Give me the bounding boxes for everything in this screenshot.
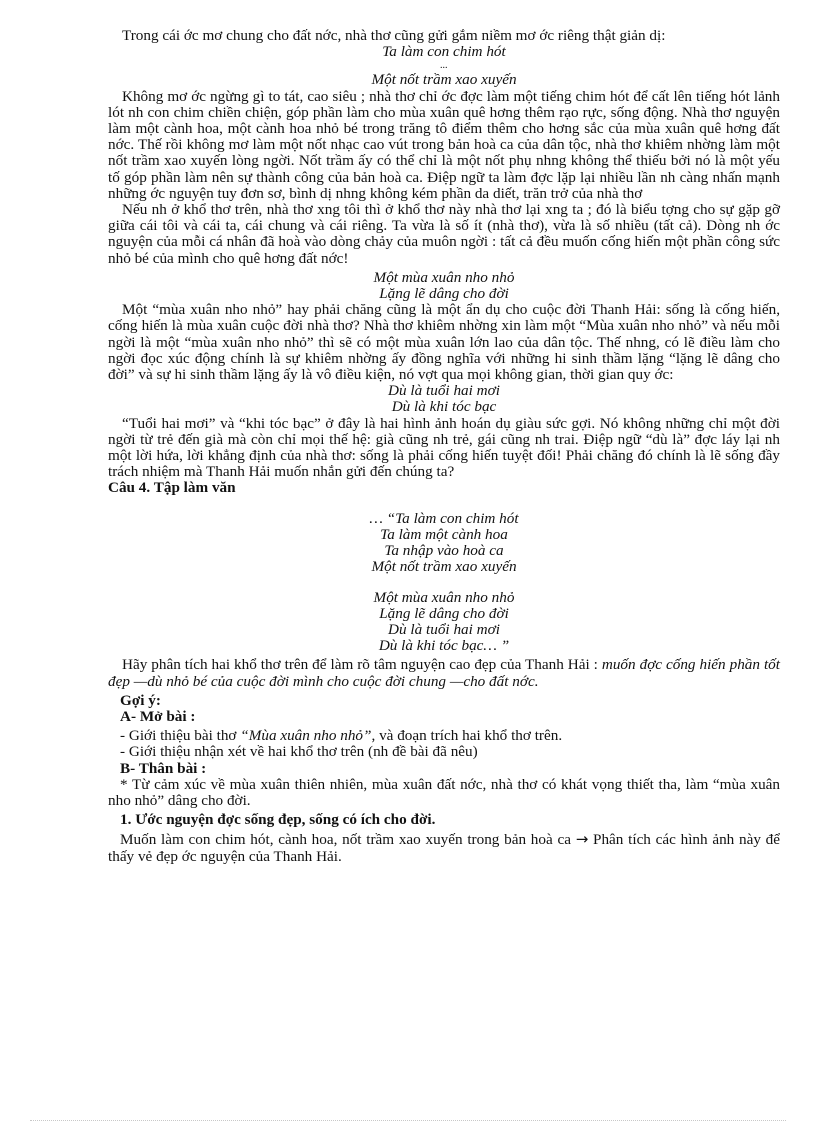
intro-item: - Giới thiệu nhận xét về hai khổ thơ trên (nh đề bài đã nêu) [120,743,478,761]
paragraph-analysis-4: “Tuổi hai mơi” và “khi tóc bạc” ở đây là hai hình ảnh hoán dụ giàu sức gợi. Nó không những chỉ một đời ngời từ trẻ đến già mà còn chỉ mọi thế hệ: già cũng nh trẻ, gái cũng nh trai. Điệp ngữ “dù là” đợc láy lại nh một lời hứa, lời khẳng định của nhà thơ: sống là phải cống hiến tuyệt đối! Phải chăng đó chính là lẽ sống đầy trách nhiệm mà Thanh Hải muốn nhắn gửi đến chúng ta? [108,414,780,481]
poem-ellipsis: ... [440,60,448,72]
assignment-prompt [108,657,780,689]
poem-line: Một mùa xuân nho nhỏ [373,268,515,286]
poem-line: Lặng lẽ dâng cho đời [379,604,509,622]
subsection-heading: 1. Ước nguyện đợc sống đẹp, sống có ích cho đời. [120,811,436,829]
section-heading: Câu 4. Tập làm văn [108,479,236,497]
assignment-quote: muốn đợc cống hiến phần tốt đẹp —dù nhỏ bé của cuộc đời mình cho cuộc đời chung —cho đất nớc. [108,656,780,690]
body-point: * Từ cảm xúc về mùa xuân thiên nhiên, mùa xuân đất nớc, nhà thơ có khát vọng thiết tha, làm “mùa xuân nho nhỏ” dâng cho đời. [108,775,780,809]
poem-line: Ta làm con chim hót [382,43,506,61]
poem-line: Ta làm một cành hoa [380,525,508,543]
poem-line: Một nốt trầm xao xuyến [371,558,517,576]
poem-line: … “Ta làm con chim hót [369,509,519,527]
intro-heading: A- Mở bài : [120,707,196,725]
hint-heading: Gợi ý: [120,691,161,709]
poem-line: Lặng lẽ dâng cho đời [379,285,509,303]
poem-line: Ta nhập vào hoà ca [384,542,504,560]
assignment-lead: Hãy phân tích hai khổ thơ trên để làm rõ tâm nguyện cao đẹp của Thanh Hải : [122,656,602,674]
body-heading: B- Thân bài : [120,759,207,777]
paragraph-final: Muốn làm con chim hót, cành hoa, nốt trầm xao xuyến trong bản hoà ca → Phân tích các hình ảnh này để thấy vẻ đẹp ớc nguyện của Thanh Hải. [108,830,781,865]
paragraph-analysis-3: Một “mùa xuân nho nhỏ” hay phải chăng cũng là một ẩn dụ cho cuộc đời Thanh Hải: sống là cống hiến, cống hiến là mùa xuân cuộc đời nhà thơ? Nhà thơ khiêm nhờng xin làm một “Mùa xuân nho nhỏ” và nếu mỗi ngời là một “mùa xuân nho nhỏ” thì sẽ có một mùa xuân lớn lao của dân tộc. Thế nhng, có lẽ điều làm cho ngời đọc xúc động chính là sự khiêm nhờng ấy đồng nghĩa với những hi sinh thầm lặng “lặng lẽ dâng cho đời” và sự hi sinh thầm lặng ấy là vô điều kiện, nó vợt qua mọi không gian, thời gian quy ớc: [108,301,780,384]
paragraph-analysis-2: Nếu nh ở khổ thơ trên, nhà thơ xng tôi thì ở khổ thơ này nhà thơ lại xng ta ; đó là biểu tợng cho sự gặp gỡ giữa cái tôi và cái ta, cái chung và cái riêng. Ta vừa là số ít (nhà thơ), vừa là số nhiều (tất cả). Dòng nh ớc nguyện của mỗi cá nhân đã hoà vào dòng chảy của muôn ngời : tất cả đều muốn cống hiến một phần công sức nhỏ bé của mình cho quê hơng đất nớc! [108,201,780,267]
intro-item: - Giới thiệu bài thơ “Mùa xuân nho nhỏ”, và đoạn trích hai khổ thơ trên. [120,727,563,745]
paragraph-intro: Trong cái ớc mơ chung cho đất nớc, nhà thơ cũng gửi gắm niềm mơ ớc riêng thật giản dị: [122,27,666,44]
poem-line: Một mùa xuân nho nhỏ [373,588,515,606]
poem-line: Dù là khi tóc bạc… ” [378,637,510,655]
page-divider [30,1120,786,1121]
arrow-right-icon: → [575,830,589,849]
paragraph-analysis-1: Không mơ ớc ngừng gì to tát, cao siêu ; nhà thơ chỉ ớc đợc làm một tiếng chim hót để cất lên tiếng hót lảnh lót nh con chim chiền chiện, góp phần làm cho mùa xuân quê hơng thêm rạo rực, sống động. Nhà thơ nguyện làm một cành hoa, một cành hoa nhỏ bé trong trăng tô điểm thêm cho hơng sắc của mùa xuân quê hơng đất nớc. Thế rồi không mơ làm một nốt nhạc cao vút trong bản hoà ca của dân tộc, nhà thơ khiêm nhờng làm một nốt trầm xao xuyến lòng ngời. Nốt trầm ấy có thể chỉ là một nốt phụ nhng không thể thiếu bởi nó là một yếu tố góp phần làm nên sự thành công của bản hoà ca. Điệp ngữ ta làm đợc lặp lại nhiều lần nh càng nhấn mạnh những ớc nguyện tuy đơn sơ, bình dị nhng không kém phần da diết, trăn trở của nhà thơ [108,87,780,202]
poem-line: Dù là tuổi hai mơi [388,620,500,638]
document-page [108,28,780,865]
poem-line: Một nốt trầm xao xuyến [371,71,517,89]
poem-line: Dù là khi tóc bạc [391,398,497,416]
poem-line: Dù là tuổi hai mơi [388,382,500,400]
